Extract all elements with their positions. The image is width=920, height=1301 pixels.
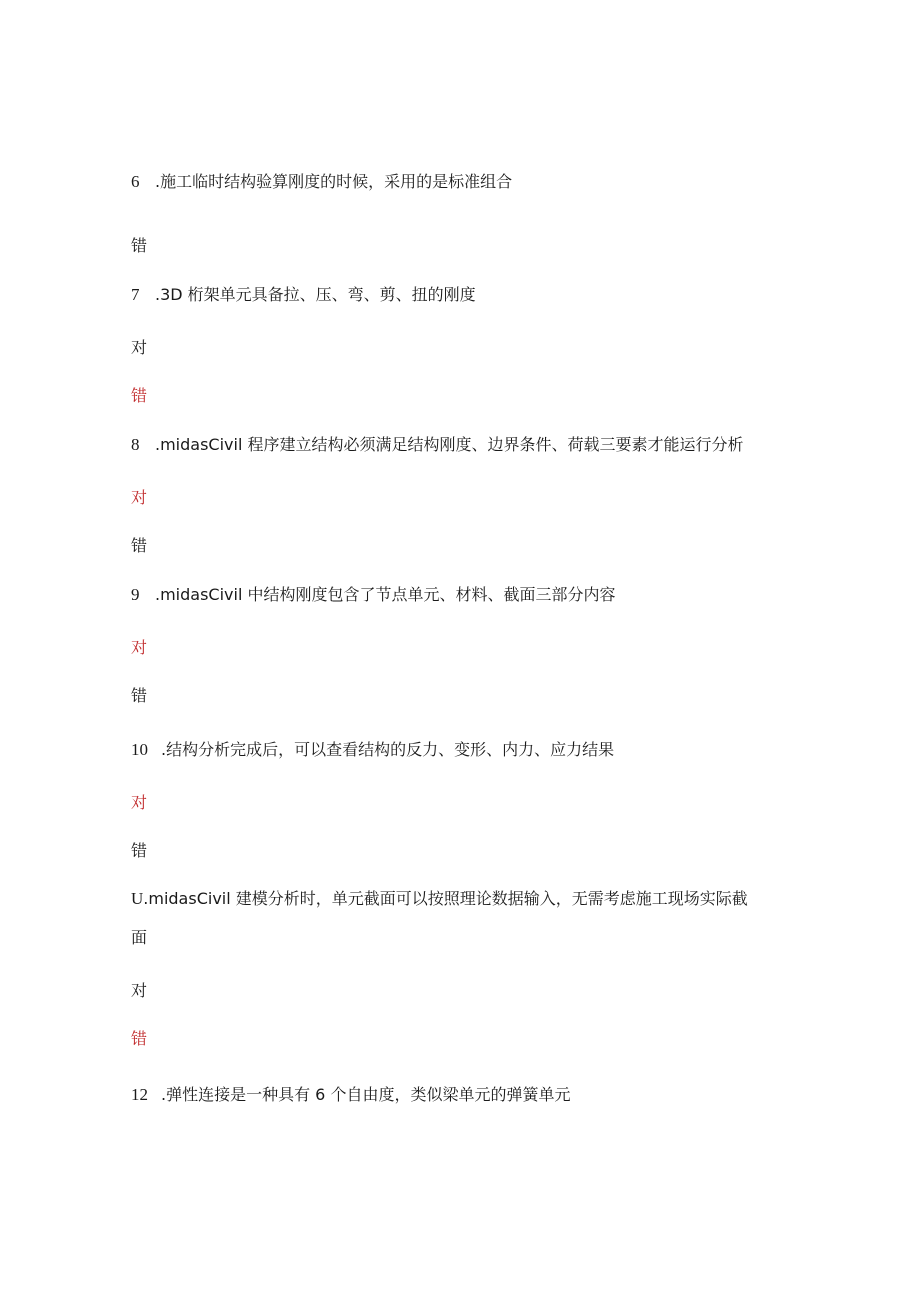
question-11: [131, 889, 748, 909]
question-7: [131, 285, 476, 305]
question-9: [131, 585, 615, 605]
question-text: .midasCivil 程序建立结构必须满足结构刚度、边界条件、荷载三要素才能运行分析: [155, 435, 744, 454]
option-wrong: 错: [131, 536, 148, 555]
option-wrong: 错: [131, 236, 148, 255]
question-number: 9: [131, 585, 140, 604]
question-text: .施工临时结构验算刚度的时候，采用的是标准组合: [155, 172, 513, 191]
question-12: [131, 1085, 570, 1105]
question-text: .midasCivil 建模分析时，单元截面可以按照理论数据输入，无需考虑施工现场实际截: [143, 889, 748, 908]
option-wrong: 错: [131, 686, 148, 705]
option-right-highlighted: 对: [131, 488, 148, 507]
question-number: 7: [131, 285, 140, 304]
option-wrong-highlighted: 错: [131, 1029, 148, 1048]
option-wrong: 错: [131, 841, 148, 860]
question-text: .弹性连接是一种具有 6 个自由度，类似梁单元的弹簧单元: [161, 1085, 571, 1104]
question-text: .结构分析完成后，可以查看结构的反力、变形、内力、应力结果: [161, 740, 615, 759]
question-8: [131, 435, 743, 455]
question-6: [131, 172, 512, 192]
question-number: 6: [131, 172, 140, 191]
option-right-highlighted: 对: [131, 638, 148, 657]
question-number: 12: [131, 1085, 148, 1104]
question-number: U: [131, 889, 144, 908]
option-right: 对: [131, 338, 148, 357]
question-text: .midasCivil 中结构刚度包含了节点单元、材料、截面三部分内容: [155, 585, 616, 604]
question-10: [131, 740, 614, 760]
option-wrong-highlighted: 错: [131, 386, 148, 405]
question-number: 10: [131, 740, 148, 759]
question-text-continuation: 面: [131, 928, 148, 947]
option-right: 对: [131, 981, 148, 1000]
question-text: .3D 桁架单元具备拉、压、弯、剪、扭的刚度: [155, 285, 476, 304]
option-right-highlighted: 对: [131, 793, 148, 812]
question-number: 8: [131, 435, 140, 454]
